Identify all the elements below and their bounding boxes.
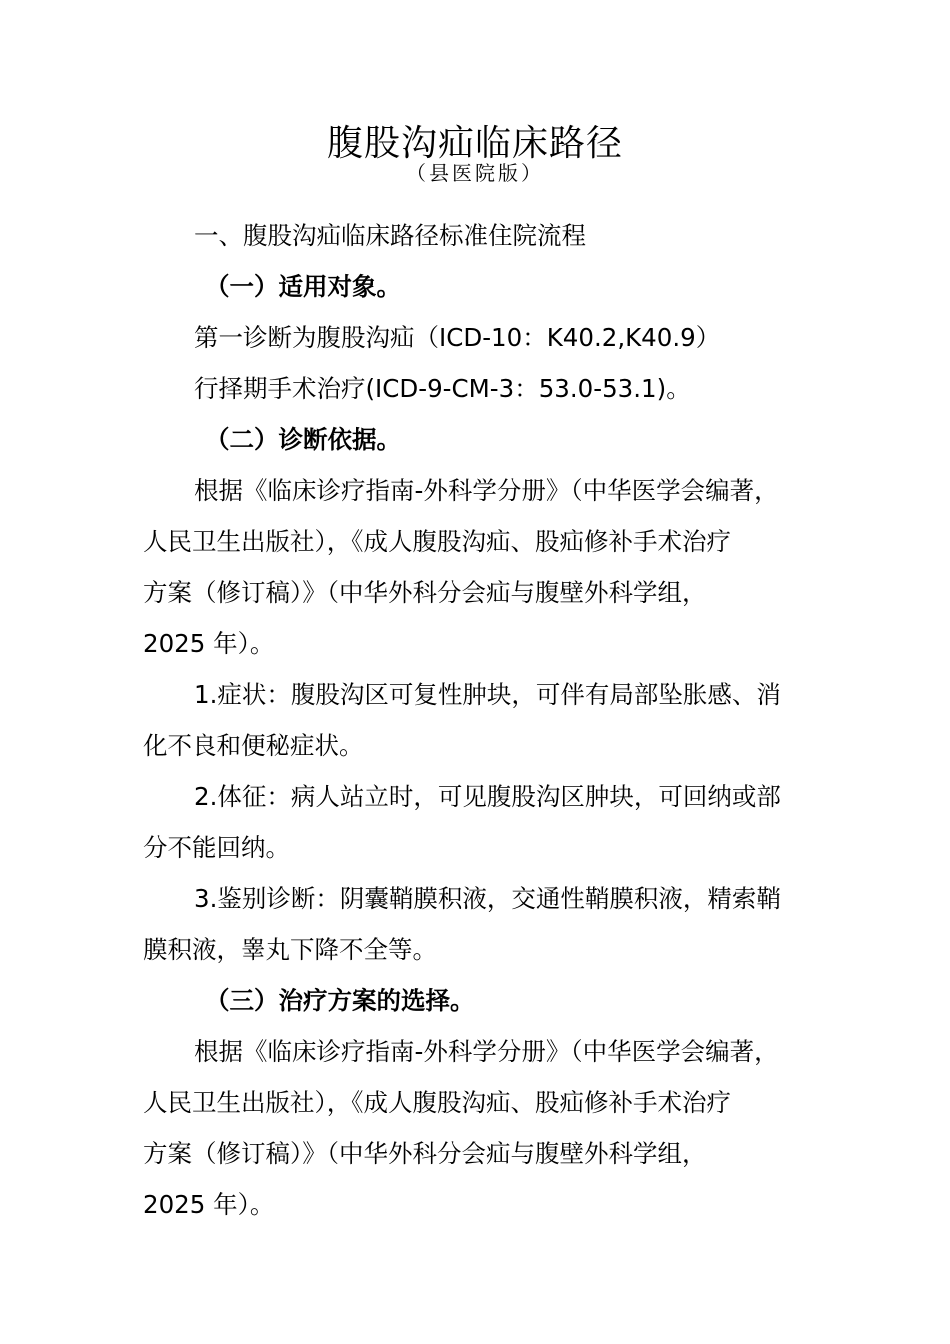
section-3-basis-line-3: 方案（修订稿）》（中华外科分会疝与腹壁外科学组， [143, 1139, 707, 1168]
section-2-item-3-line-2: 膜积液，睾丸下降不全等。 [143, 935, 437, 964]
heading-level-1: 一、腹股沟疝临床路径标准住院流程 [194, 221, 586, 250]
section-2-item-1-line-2: 化不良和便秘症状。 [143, 731, 364, 760]
section-3-heading: （三）治疗方案的选择。 [205, 986, 475, 1015]
section-3-basis-paragraph [143, 1026, 808, 1230]
section-2-item-1-line-1: 1.症状：腹股沟区可复性肿块，可伴有局部坠胀感、消 [194, 680, 781, 709]
section-2-basis-paragraph [143, 465, 808, 669]
section-3-basis-line-1: 根据《临床诊疗指南-外科学分册》（中华医学会编著， [194, 1037, 779, 1066]
document-subtitle: （县医院版） [406, 161, 544, 185]
section-2-item-2-line-1: 2.体征：病人站立时，可见腹股沟区肿块，可回纳或部 [194, 782, 781, 811]
section-1-line-2: 行择期手术治疗(ICD-9-CM-3：53.0-53.1)。 [194, 374, 691, 403]
section-2-basis-line-4: 2025 年）。 [143, 629, 275, 658]
section-2-item-1 [143, 669, 808, 771]
document-title: 腹股沟疝临床路径 [326, 123, 623, 164]
document-body [143, 210, 808, 1230]
section-2-item-2-line-2: 分不能回纳。 [143, 833, 290, 862]
section-2-heading: （二）诊断依据。 [205, 425, 401, 454]
section-2-basis-line-1: 根据《临床诊疗指南-外科学分册》（中华医学会编著， [194, 476, 779, 505]
section-2-item-3-line-1: 3.鉴别诊断：阴囊鞘膜积液，交通性鞘膜积液，精索鞘 [194, 884, 781, 913]
section-3-basis-line-4: 2025 年）。 [143, 1190, 275, 1219]
section-2-item-3 [143, 873, 808, 975]
section-3-basis-line-2: 人民卫生出版社），《成人腹股沟疝、股疝修补手术治疗 [143, 1088, 731, 1117]
section-2-basis-line-2: 人民卫生出版社），《成人腹股沟疝、股疝修补手术治疗 [143, 527, 731, 556]
section-2-item-2 [143, 771, 808, 873]
section-2-basis-line-3: 方案（修订稿）》（中华外科分会疝与腹壁外科学组， [143, 578, 707, 607]
section-1-heading: （一）适用对象。 [205, 272, 401, 301]
section-1-line-1: 第一诊断为腹股沟疝（ICD-10：K40.2,K40.9） [194, 323, 721, 352]
